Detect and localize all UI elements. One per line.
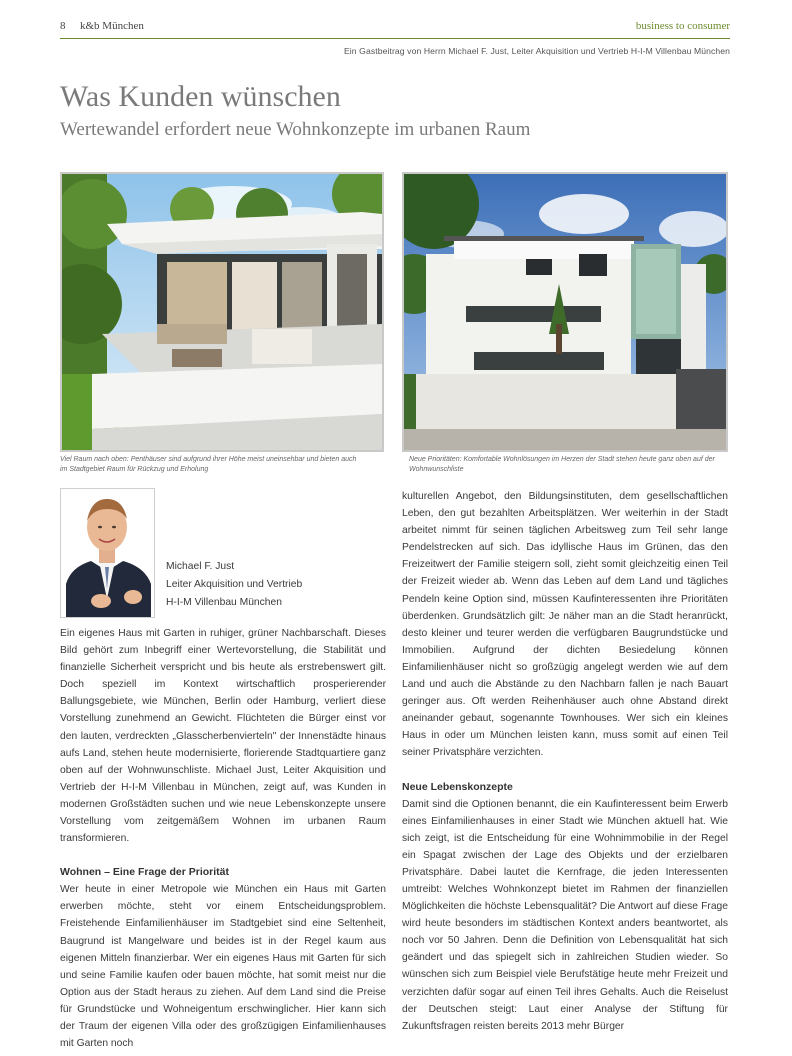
villa-photo-caption: Neue Prioritäten: Komfortable Wohnlösungen im Herzen der Stadt stehen heute ganz oben auf der Wohnwunschliste [409,456,715,473]
byline: Ein Gastbeitrag von Herrn Michael F. Just, Leiter Akquisition und Vertrieb H-I-M Villenbau München [343,46,730,56]
article-subtitle: Wertewandel erfordert neue Wohnkonzepte im urbanen Raum [60,119,531,140]
article-title: Was Kunden wünschen [60,80,341,113]
right-paragraph-continued: kulturellen Angebot, den Bildungsinstituten, dem gesellschaftlichen Leben, den gut bezahlten Arbeitsplätzen. Wer weiterhin in der Stadt arbeitet nimmt für seinen täglichen Arbeitsweg zum Teil sehr lange Pendelstrecken auf sich. Das idyllische Haus im Grünen, das den Freizeitwert der Familie steigern soll, zieht somit gleichzeitig einen Teil der Freizeit wieder ab. Wenn das Leben auf dem Land und tägliches Pendeln keine Option sind, müssen Kaufinteressenten ihre Prioritäten überdenken. Grundsätzlich gilt: Je näher man an die Stadt heranrückt, desto kleiner und teurer werden die verfügbaren Baugrundstücke und Immobilien. Aufgrund der dichten Besiedelung können Einfamilienhäuser nicht so großzügig angelegt werden wie auf dem Land und auch die Abstände zu den Nachbarn fallen je nach Bauart geringer aus. Oft werden Reihenhäuser auch ohne Abstand direkt aneinander gebaut, sogenannte Townhouses. Wer sich ein kleines Haus in oder um München leisten kann, muss somit auf einen Teil seiner Privatsphäre verzichten. [402,491,728,759]
penthouse-photo [60,172,384,452]
right-column [402,488,728,1035]
author-portrait [60,488,155,618]
header-rule [60,38,730,39]
publication-name: k&b München [80,20,144,32]
villa-photo [402,172,728,452]
author-name: Michael F. Just [166,561,235,572]
section-label: business to consumer [635,20,730,32]
penthouse-photo-caption: Viel Raum nach oben: Penthäuser sind aufgrund ihrer Höhe meist uneinsehbar und bieten auch im Stadtgebiet Raum für Rückzug und Erholung [60,456,357,473]
section-heading-concepts: Neue Lebenskonzepte [402,780,513,793]
section-heading-priority: Wohnen – Eine Frage der Priorität [60,866,230,879]
page-number: 8 [60,20,66,32]
author-company: H-I-M Villenbau München [166,597,282,608]
concepts-paragraph: Damit sind die Optionen benannt, die ein Kaufinteressent beim Erwerb eines Einfamilienhauses in einer Stadt wie München aktuell hat. Wie sich zeigt, ist die Entscheidung für eine Wohnimmobilie in der Regel ein Spagat zwischen der Lage des Objekts und der erzielbaren Privatsphäre. Dabei lautet die Kernfrage, die jeden Interessenten umtreibt: Welches Wohnkonzept bietet im Rahmen der finanziellen Möglichkeiten die höchste Lebensqualität? Die Antwort auf diese Frage wird heute besonders im städtischen Kontext anders beantwortet, als noch vor 50 Jahren. Denn die Definition von Lebensqualität hat sich geändert und das spiegelt sich in zahlreichen Studien wieder. So wünschen sich zum Beispiel viele Berufstätige heute mehr Freizeit und verzichten dafür sogar auf einen Teil ihres Gehalts. Auch die Reiselust der Deutschen steigt: Laut einer Analyse der Stiftung für Zukunftsfragen reisten bereits 2013 mehr Bürger [402,798,728,1032]
author-role: Leiter Akquisition und Vertrieb [166,579,303,590]
author-info [166,558,302,612]
left-column [60,625,386,1052]
priority-paragraph: Wer heute in einer Metropole wie München ein Haus mit Garten erwerben möchte, steht vor einem Entscheidungsproblem. Freistehende Einfamilienhäuser im Stadtgebiet sind eine Seltenheit, Baugrund ist Mangelware und beides ist in der Regel kaum aus eigenen Mitteln finanzierbar. Wer ein eigenes Haus mit Garten für sich und seine Familie kaufen oder bauen möchte, hat somit meist nur die Option aus der Stadt heraus zu ziehen. Auf dem Land sind die Preise für Grundstücke und Wohneigentum erschwinglicher. Hier kann sich der Traum der eigenen Villa oder des großzügigen Einfamilienhauses mit Garten noch [60,884,386,1050]
intro-paragraph: Ein eigenes Haus mit Garten in ruhiger, grüner Nachbarschaft. Dieses Bild gehört zum Inbegriff einer Wertevorstellung, die Stabilität und finanzielle Sicherheit verspricht und bis heute als erstrebenswert gilt. Doch speziell im Kontext wirtschaftlich prosperierender Ballungsgebiete, wie München, Berlin oder Hamburg, verliert diese Vorstellung zunehmend an Gewicht. Flüchteten die Bürger einst vor den lauten, verdreckten „Glasscherbenvierteln" der Innenstädte hinaus aufs Land, stehen heute modernisierte, florierende Stadtquartiere ganz oben auf der Wohnwunschliste. Michael Just, Leiter Akquisition und Vertrieb der H-I-M Villenbau in München, zeigt auf, was Kunden in modernen Großstädten suchen und wie neue Lebenskonzepte unsere Vorstellung vom zeitgemäßem Wohnen im urbanen Raum transformieren. [60,628,386,845]
